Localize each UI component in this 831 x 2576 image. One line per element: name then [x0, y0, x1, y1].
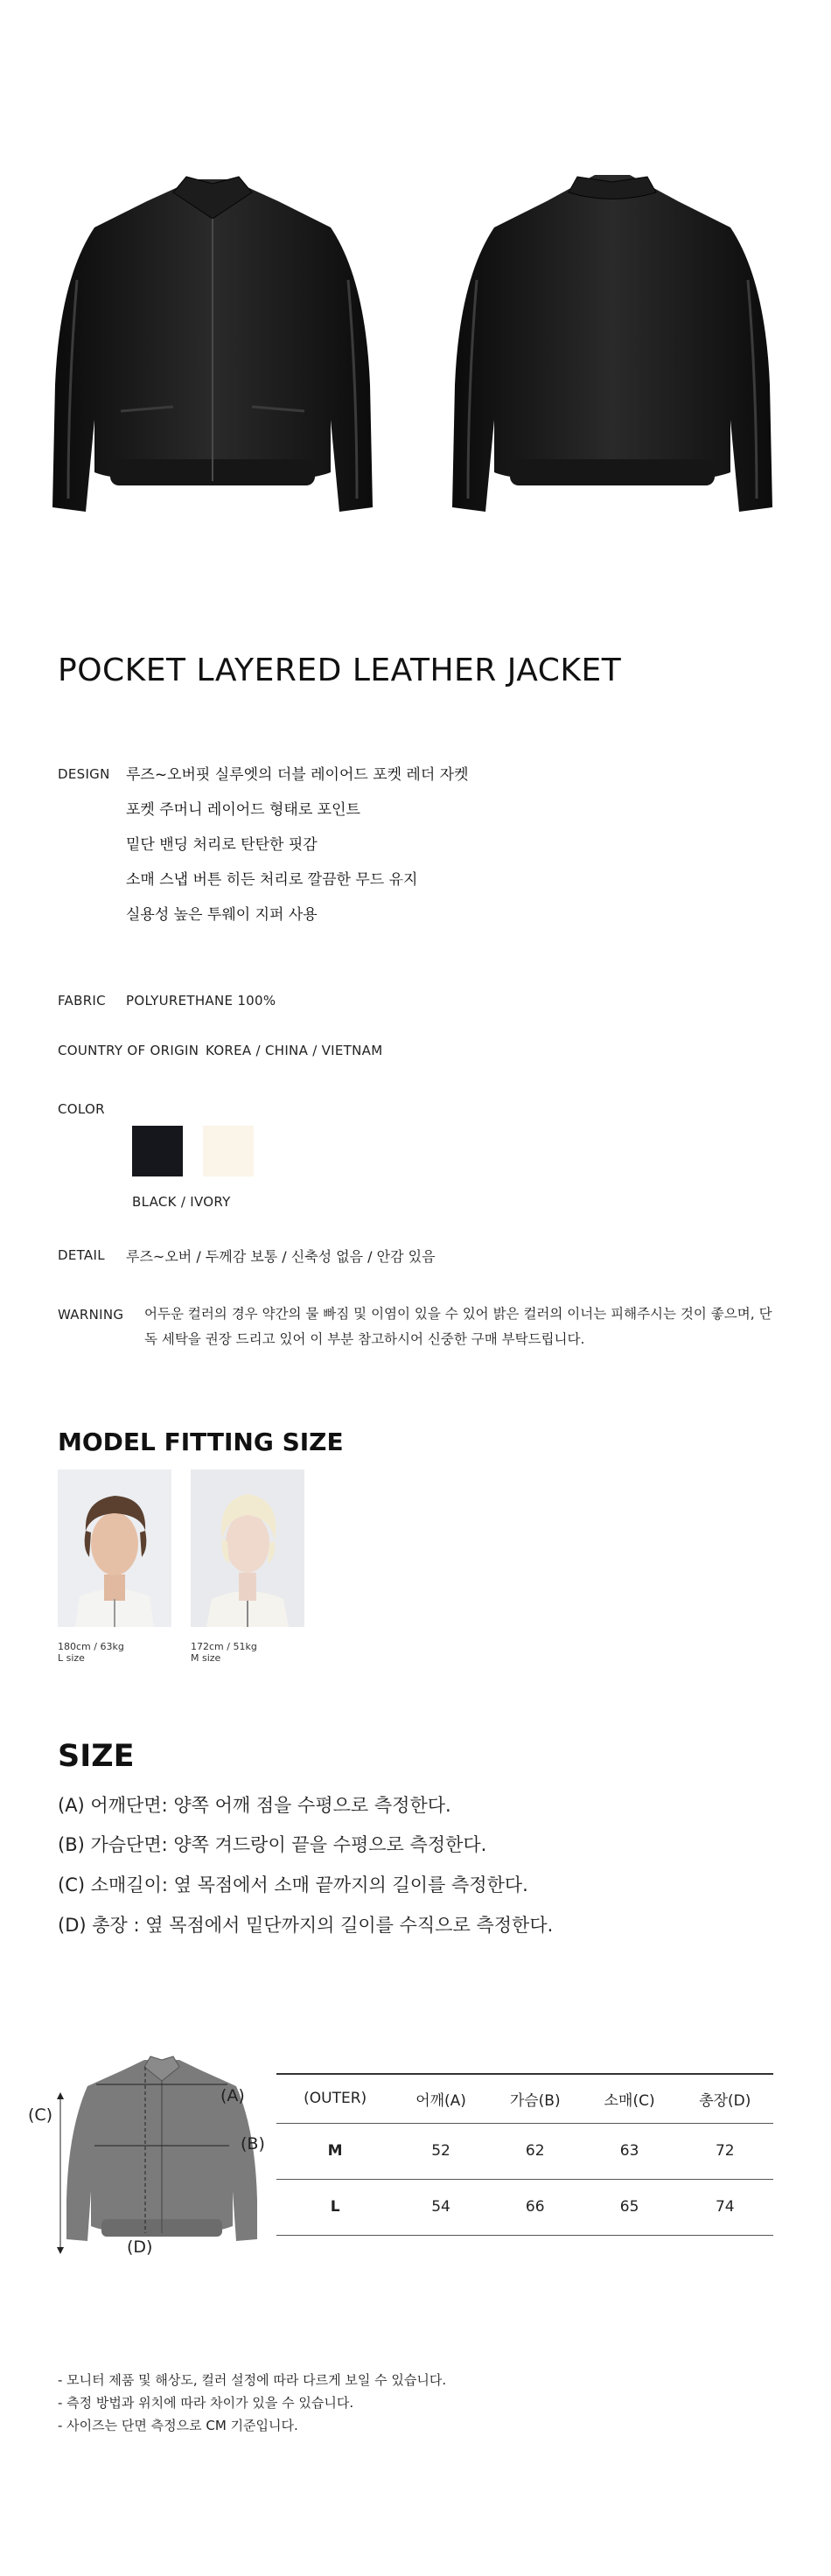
color-swatch-black[interactable] [132, 1126, 183, 1176]
model-1-caption [58, 1641, 124, 1664]
design-line: 밑단 밴딩 처리로 탄탄한 핏감 [126, 836, 318, 854]
model-fitting-heading: MODEL FITTING SIZE [58, 1428, 344, 1456]
model-2-stats: 172cm / 51kg [191, 1641, 257, 1652]
model-1-size: L size [58, 1652, 85, 1664]
size-note-b: (B) 가슴단면: 양쪽 겨드랑이 끝을 수평으로 측정한다. [58, 1834, 487, 1855]
model-1-stats: 180cm / 63kg [58, 1641, 124, 1652]
size-table-header-cell: 소매(C) [583, 2074, 677, 2123]
size-cell: 72 [677, 2123, 773, 2179]
jacket-front-image [42, 157, 383, 534]
design-line: 포켓 주머니 레이어드 형태로 포인트 [126, 801, 360, 819]
warning-text: 어두운 컬러의 경우 약간의 물 빠짐 및 이염이 있을 수 있어 밝은 컬러의 이너는 피해주시는 것이 좋으며, 단독 세탁을 권장 드리고 있어 이 부분 참고하시어 신중한 구매 부탁드립니다. [144, 1306, 772, 1347]
size-cell: 74 [677, 2179, 773, 2235]
footnote-2: - 측정 방법과 위치에 따라 차이가 있을 수 있습니다. [58, 2395, 354, 2411]
warning-label: WARNING [58, 1307, 124, 1323]
size-table-header-cell: 총장(D) [677, 2074, 773, 2123]
size-row-label: L [276, 2179, 394, 2235]
size-row-label: M [276, 2123, 394, 2179]
size-heading: SIZE [58, 1739, 135, 1774]
size-cell: 62 [488, 2123, 583, 2179]
size-cell: 52 [394, 2123, 488, 2179]
detail-value: 루즈~오버 / 두께감 보통 / 신축성 없음 / 안감 있음 [126, 1248, 436, 1265]
origin-value: KOREA / CHINA / VIETNAM [206, 1043, 383, 1058]
model-2-caption [191, 1641, 257, 1664]
dim-label-b: (B) [241, 2134, 265, 2154]
origin-label: COUNTRY OF ORIGIN [58, 1043, 199, 1058]
size-cell: 63 [583, 2123, 677, 2179]
size-table-header [276, 2074, 773, 2123]
design-line: 루즈~오버핏 실루엣의 더블 레이어드 포켓 레더 자켓 [126, 766, 469, 784]
size-cell: 54 [394, 2179, 488, 2235]
table-row [276, 2123, 773, 2179]
product-title: POCKET LAYERED LEATHER JACKET [58, 653, 622, 688]
size-diagram-jacket [61, 2051, 262, 2252]
design-line: 실용성 높은 투웨이 지퍼 사용 [126, 906, 318, 924]
size-table [276, 2073, 773, 2236]
footnote-1: - 모니터 제품 및 해상도, 컬러 설정에 따라 다르게 보일 수 있습니다. [58, 2372, 447, 2388]
size-table-header-cell: 어깨(A) [394, 2074, 488, 2123]
detail-label: DETAIL [58, 1247, 105, 1263]
color-swatch-ivory[interactable] [203, 1126, 254, 1176]
design-lines [126, 764, 738, 939]
jacket-back-image [442, 157, 783, 534]
size-cell: 65 [583, 2179, 677, 2235]
model-photo-2 [191, 1470, 304, 1627]
dim-label-c: (C) [28, 2105, 53, 2125]
size-note-c: (C) 소매길이: 옆 목점에서 소매 끝까지의 길이를 측정한다. [58, 1874, 528, 1895]
size-note-d: (D) 총장 : 옆 목점에서 밑단까지의 길이를 수직으로 측정한다. [58, 1915, 554, 1936]
color-label: COLOR [58, 1101, 105, 1117]
design-line: 소매 스냅 버튼 히든 처리로 깔끔한 무드 유지 [126, 871, 418, 889]
footnote-3: - 사이즈는 단면 측정으로 CM 기준입니다. [58, 2418, 298, 2433]
design-label: DESIGN [58, 766, 110, 782]
size-diagram-c-arrow [56, 2092, 65, 2254]
model-2-size: M size [191, 1652, 221, 1664]
size-table-header-cell: 가슴(B) [488, 2074, 583, 2123]
size-table-header-cell: (OUTER) [276, 2074, 394, 2123]
size-cell: 66 [488, 2179, 583, 2235]
dim-label-a: (A) [220, 2086, 245, 2105]
model-photo-1 [58, 1470, 171, 1627]
dim-label-d: (D) [127, 2237, 153, 2257]
fabric-value: POLYURETHANE 100% [126, 993, 276, 1009]
size-note-a: (A) 어깨단면: 양쪽 어깨 점을 수평으로 측정한다. [58, 1795, 451, 1816]
fabric-label: FABRIC [58, 993, 106, 1009]
color-names: BLACK / IVORY [132, 1194, 231, 1210]
table-row [276, 2179, 773, 2235]
